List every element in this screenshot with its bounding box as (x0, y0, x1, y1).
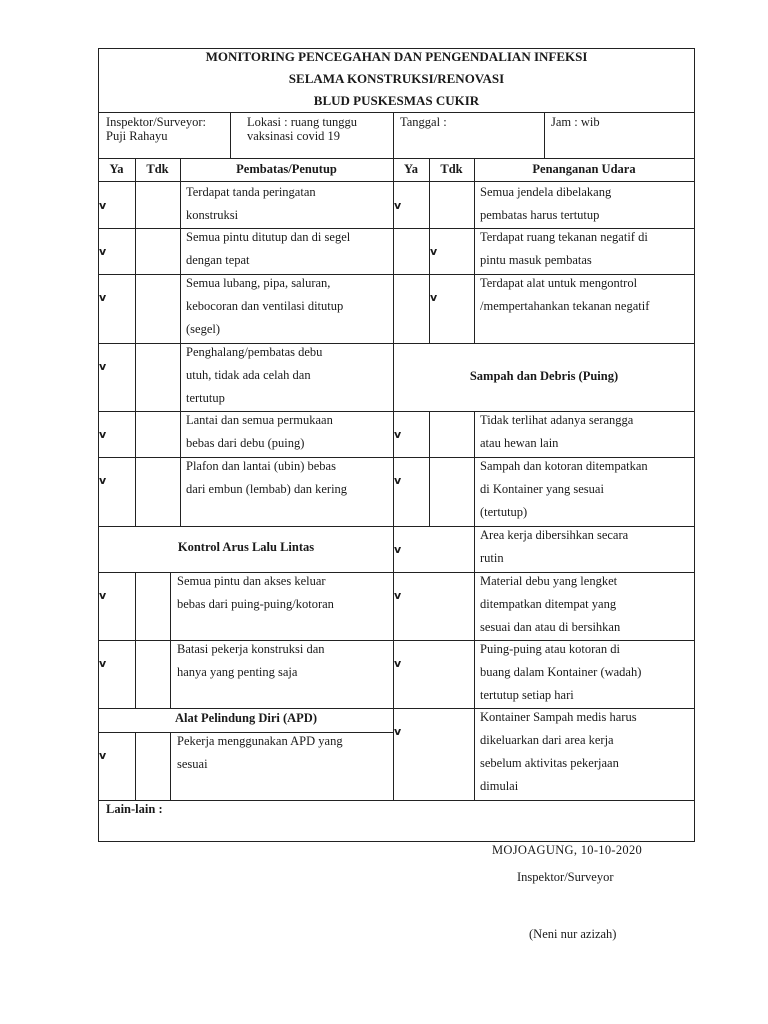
location-line-2: vaksinasi covid 19 (247, 129, 341, 143)
item-text: ditempatkan ditempat yang (480, 597, 617, 611)
col-ya-right: Ya (404, 162, 418, 176)
item-text: dari embun (lembab) dan kering (186, 482, 348, 496)
item-text: Pekerja menggunakan APD yang (177, 734, 343, 748)
item-text: Puing-puing atau kotoran di (480, 642, 620, 656)
item-text: utuh, tidak ada celah dan (186, 368, 311, 382)
check-mark: v (99, 245, 107, 258)
item-text: sebelum aktivitas pekerjaan (480, 756, 619, 770)
check-mark: v (430, 245, 438, 258)
check-mark: v (99, 199, 107, 212)
form-title-line-2: SELAMA KONSTRUKSI/RENOVASI (288, 71, 505, 86)
item-text: Penghalang/pembatas debu (186, 345, 323, 359)
item-text: pembatas harus tertutup (480, 208, 600, 222)
check-mark: v (99, 657, 107, 670)
item-text: Semua pintu ditutup dan di segel (186, 230, 351, 244)
item-text: dimulai (480, 779, 519, 793)
item-text: Plafon dan lantai (ubin) bebas (186, 459, 336, 473)
item-text: Material debu yang lengket (480, 574, 618, 588)
item-text: atau hewan lain (480, 436, 559, 450)
signer-role: Inspektor/Surveyor (517, 870, 614, 884)
col-pembatas-penutup: Pembatas/Penutup (236, 162, 337, 176)
item-text: kebocoran dan ventilasi ditutup (186, 299, 344, 313)
check-mark: v (394, 725, 402, 738)
item-text: Semua lubang, pipa, saluran, (186, 276, 331, 290)
location-line-1: Lokasi : ruang tunggu (247, 115, 358, 129)
time-label: Jam : wib (551, 115, 600, 129)
item-text: (segel) (186, 322, 221, 336)
item-text: Terdapat tanda peringatan (186, 185, 316, 199)
check-mark: v (394, 543, 402, 556)
item-text: konstruksi (186, 208, 239, 222)
check-mark: v (394, 474, 402, 487)
item-text: sesuai dan atau di bersihkan (480, 620, 621, 634)
item-text: Semua jendela dibelakang (480, 185, 612, 199)
check-mark: v (99, 474, 107, 487)
check-mark: v (99, 428, 107, 441)
section-waste-title: Sampah dan Debris (Puing) (469, 369, 619, 383)
item-text: Terdapat alat untuk mengontrol (480, 276, 638, 290)
col-ya-left: Ya (109, 162, 124, 176)
item-text: di Kontainer yang sesuai (480, 482, 604, 496)
item-text: rutin (480, 551, 504, 565)
item-text: dikeluarkan dari area kerja (480, 733, 614, 747)
item-text: Tidak terlihat adanya serangga (480, 413, 634, 427)
place-date: MOJOAGUNG, 10-10-2020 (492, 843, 643, 857)
form-title-line-1: MONITORING PENCEGAHAN DAN PENGENDALIAN INFEKSI (205, 49, 588, 64)
check-mark: v (430, 291, 438, 304)
others-label: Lain-lain : (106, 802, 163, 816)
item-text: Semua pintu dan akses keluar (177, 574, 326, 588)
item-text: Area kerja dibersihkan secara (480, 528, 629, 542)
item-text: Lantai dan semua permukaan (186, 413, 333, 427)
col-penanganan-udara: Penanganan Udara (532, 162, 636, 176)
item-text: sesuai (177, 757, 208, 771)
signer-name: (Neni nur azizah) (529, 927, 617, 941)
check-mark: v (394, 589, 402, 602)
item-text: hanya yang penting saja (177, 665, 298, 679)
item-text: tertutup setiap hari (480, 688, 574, 702)
check-mark: v (99, 360, 107, 373)
item-text: bebas dari puing-puing/kotoran (177, 597, 334, 611)
item-text: /mempertahankan tekanan negatif (480, 299, 650, 313)
check-mark: v (99, 589, 107, 602)
col-tdk-right: Tdk (440, 162, 463, 176)
item-text: Terdapat ruang tekanan negatif di (480, 230, 648, 244)
section-traffic-title: Kontrol Arus Lalu Lintas (177, 540, 315, 554)
check-mark: v (394, 428, 402, 441)
item-text: dengan tepat (186, 253, 250, 267)
check-mark: v (99, 291, 107, 304)
item-text: Kontainer Sampah medis harus (480, 710, 637, 724)
check-mark: v (394, 657, 402, 670)
item-text: tertutup (186, 391, 225, 405)
check-mark: v (99, 749, 107, 762)
item-text: buang dalam Kontainer (wadah) (480, 665, 642, 679)
item-text: (tertutup) (480, 505, 528, 519)
date-label: Tanggal : (400, 115, 447, 129)
item-text: Sampah dan kotoran ditempatkan (480, 459, 648, 473)
inspector-label: Inspektor/Surveyor: (106, 115, 206, 129)
item-text: bebas dari debu (puing) (186, 436, 305, 450)
item-text: pintu masuk pembatas (480, 253, 592, 267)
item-text: Batasi pekerja konstruksi dan (177, 642, 325, 656)
section-apd-title: Alat Pelindung Diri (APD) (174, 711, 317, 725)
inspector-name: Puji Rahayu (106, 129, 168, 143)
check-mark: v (394, 199, 402, 212)
col-tdk-left: Tdk (146, 162, 169, 176)
form-title-line-3: BLUD PUSKESMAS CUKIR (313, 93, 480, 108)
